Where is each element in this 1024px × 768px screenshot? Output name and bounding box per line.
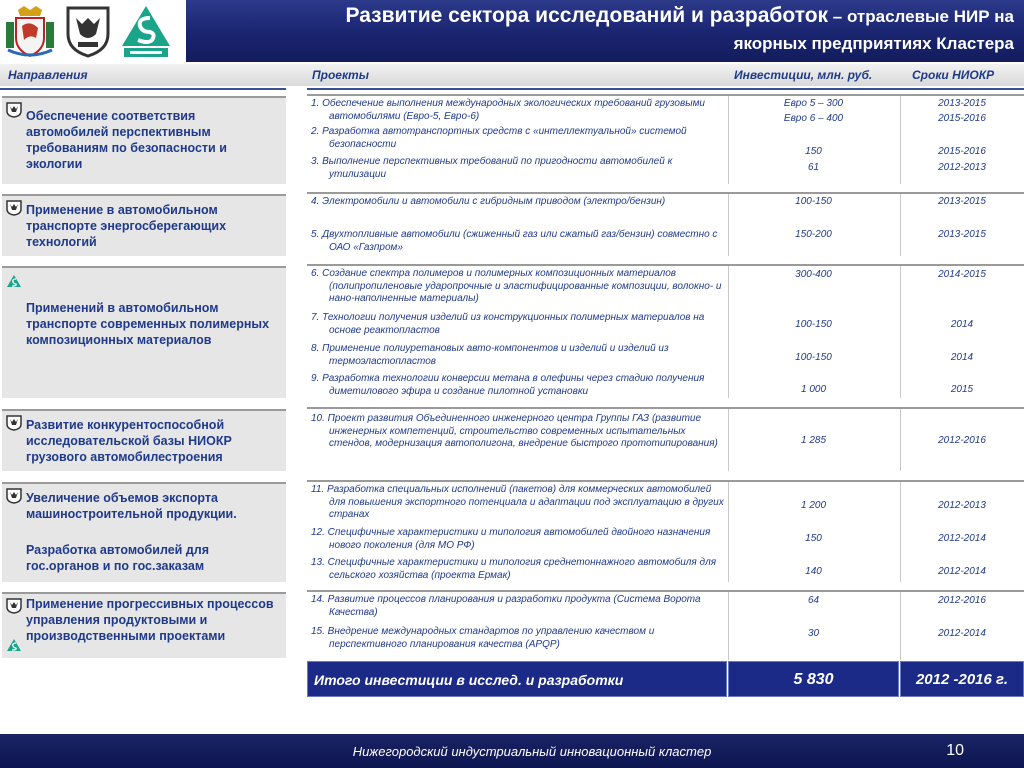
slide-title	[345, 3, 1014, 57]
direction-label: Разработка автомобилей для гос.органов и по гос.заказам	[26, 543, 210, 573]
deadline-value: 2012-2016	[938, 595, 986, 606]
column-projects: Проекты	[312, 68, 369, 82]
sibur-icon	[6, 274, 22, 290]
title-suffix: – отраслевые НИР на	[828, 7, 1014, 26]
project-item: 9. Разработка технологии конверсии метана в олефины через стадию получения диметилового эфира и создание пилотной установки	[311, 373, 705, 397]
nizhny-novgorod-coat-of-arms-icon	[4, 4, 56, 58]
gaz-deer-logo-icon	[62, 4, 114, 58]
direction-label: Развитие конкурентоспособной исследовательской базы НИОКР грузового автомобилестроения	[26, 418, 232, 464]
direction-label: Применение в автомобильном транспорте энергосберегающих технологий	[26, 203, 227, 249]
title-line2: якорных предприятиях Кластера	[733, 34, 1014, 53]
page-number: 10	[946, 742, 964, 759]
deadline-value: 2014-2015	[938, 269, 986, 280]
gaz-deer-icon	[6, 102, 22, 118]
project-item: 3. Выполнение перспективных требований по пригодности автомобилей к утилизации	[311, 156, 673, 180]
deadline-value: 2012-2013	[938, 500, 986, 511]
deadline-value: 2013-2015	[938, 229, 986, 240]
total-period: 2012 -2016 г.	[900, 661, 1024, 697]
investment-value: 1 285	[800, 435, 827, 446]
gaz-deer-icon	[6, 488, 22, 504]
sibur-logo-icon	[120, 4, 172, 58]
direction-label: Обеспечение соответствия автомобилей перспективным требованиям по безопасности и экологии	[26, 109, 227, 171]
gaz-deer-icon	[6, 598, 22, 614]
divider	[0, 88, 286, 90]
direction-cell	[2, 482, 286, 582]
investment-value: 1 200	[800, 500, 827, 511]
investment-value: 61	[807, 162, 820, 173]
project-item: 13. Специфичные характеристики и типология среднетоннажного автомобиля для сельского хозяйства (проекта Ермак)	[311, 557, 717, 581]
direction-cell	[2, 592, 286, 658]
project-item: 7. Технологии получения изделий из конструкционных полимерных материалов на основе реактопластов	[311, 312, 705, 336]
column-deadlines: Сроки НИОКР	[912, 68, 995, 82]
investment-value: 140	[805, 566, 822, 577]
deadline-value: 2012-2016	[938, 435, 986, 446]
sibur-icon	[6, 638, 22, 654]
direction-label: Увеличение объемов экспорта машиностроительной продукции.	[26, 491, 237, 521]
projects-block	[307, 590, 1024, 660]
projects-block	[307, 407, 1024, 471]
investment-value: 30	[807, 628, 820, 639]
slide-footer	[0, 734, 1024, 768]
title-main: Развитие сектора исследований и разработок	[345, 4, 829, 27]
deadline-value: 2014	[950, 319, 974, 330]
projects-block	[307, 192, 1024, 256]
direction-label: Применений в автомобильном транспорте современных полимерных композиционных материалов	[26, 301, 270, 347]
investment-value: 100-150	[795, 196, 832, 207]
project-item: 1. Обеспечение выполнения международных экологических требований грузовыми автомобилями (Евро-5, Евро-6)	[311, 98, 705, 122]
investment-value: 150-200	[795, 229, 832, 240]
direction-label: Применение прогрессивных процессов управления продуктовыми и производственными проектами	[26, 597, 274, 643]
project-item: 14. Развитие процессов планирования и разработки продукта (Система Ворота Качества)	[311, 594, 701, 618]
divider	[307, 88, 1024, 90]
project-item: 4. Электромобили и автомобили с гибридным приводом (электро/бензин)	[311, 196, 666, 207]
column-investments: Инвестиции, млн. руб.	[734, 68, 873, 82]
project-item: 2. Разработка автотранспортных средств с «интеллектуальной» системой безопасности	[311, 126, 687, 150]
direction-cell	[2, 96, 286, 184]
investment-value: 64	[807, 595, 820, 606]
investment-value: 100-150	[795, 352, 832, 363]
deadline-value: 2015-2016	[938, 113, 986, 124]
project-item: 15. Внедрение международных стандартов по управлению качеством и перспективного планирования качества (APQP)	[311, 626, 655, 650]
deadline-value: 2012-2013	[938, 162, 986, 173]
column-directions: Направления	[8, 68, 88, 82]
projects-block	[307, 480, 1024, 582]
logo-strip	[0, 0, 186, 62]
project-item: 10. Проект развития Объединенного инженерного центра Группы ГАЗ (развитие инженерных компетенций, строительство современных испытательных стендов, модернизация автополигона, внедрение быстрого прототипирования)	[311, 413, 718, 449]
project-item: 5. Двухтопливные автомобили (сжиженный газ или сжатый газ/бензин) совместно с ОАО «Газпром»	[311, 229, 718, 253]
gaz-deer-icon	[6, 415, 22, 431]
total-label: Итого инвестиции в исслед. и разработки	[307, 661, 727, 697]
investment-value: 150	[805, 146, 822, 157]
deadline-value: 2015-2016	[938, 146, 986, 157]
investment-value: 150	[805, 533, 822, 544]
footer-text: Нижегородский индустриальный инновационный кластер	[352, 744, 712, 759]
projects-block	[307, 94, 1024, 184]
investment-value: 300-400	[795, 269, 832, 280]
deadline-value: 2013-2015	[938, 196, 986, 207]
direction-cell	[2, 266, 286, 398]
slide-header	[0, 0, 1024, 62]
direction-cell	[2, 194, 286, 256]
deadline-value: 2014	[950, 352, 974, 363]
investment-value: Евро 5 – 300	[783, 98, 844, 109]
deadline-value: 2012-2014	[938, 566, 986, 577]
total-investment: 5 830	[728, 661, 899, 697]
gaz-deer-icon	[6, 200, 22, 216]
deadline-value: 2012-2014	[938, 628, 986, 639]
deadline-value: 2013-2015	[938, 98, 986, 109]
investment-value: 1 000	[800, 384, 827, 395]
direction-cell	[2, 409, 286, 471]
deadline-value: 2015	[950, 384, 974, 395]
projects-block	[307, 264, 1024, 398]
column-header-row	[0, 64, 1024, 86]
project-item: 11. Разработка специальных исполнений (пакетов) для коммерческих автомобилей для повышения экспортного потенциала и адаптации под эксплуатацию в других странах	[311, 484, 724, 520]
investment-value: 100-150	[795, 319, 832, 330]
deadline-value: 2012-2014	[938, 533, 986, 544]
investment-value: Евро 6 – 400	[783, 113, 844, 124]
project-item: 6. Создание спектра полимеров и полимерных композиционных материалов (полипропиленовые ударопрочные и эластифицированные композиции, волокно- и нано-наполненные материалы)	[311, 268, 722, 304]
total-row	[307, 661, 1024, 697]
project-item: 12. Специфичные характеристики и типология автомобилей двойного назначения нового поколения (для МО РФ)	[311, 527, 711, 551]
project-item: 8. Применение полиуретановых авто-компонентов и изделий и изделий из термоэластопластов	[311, 343, 669, 367]
